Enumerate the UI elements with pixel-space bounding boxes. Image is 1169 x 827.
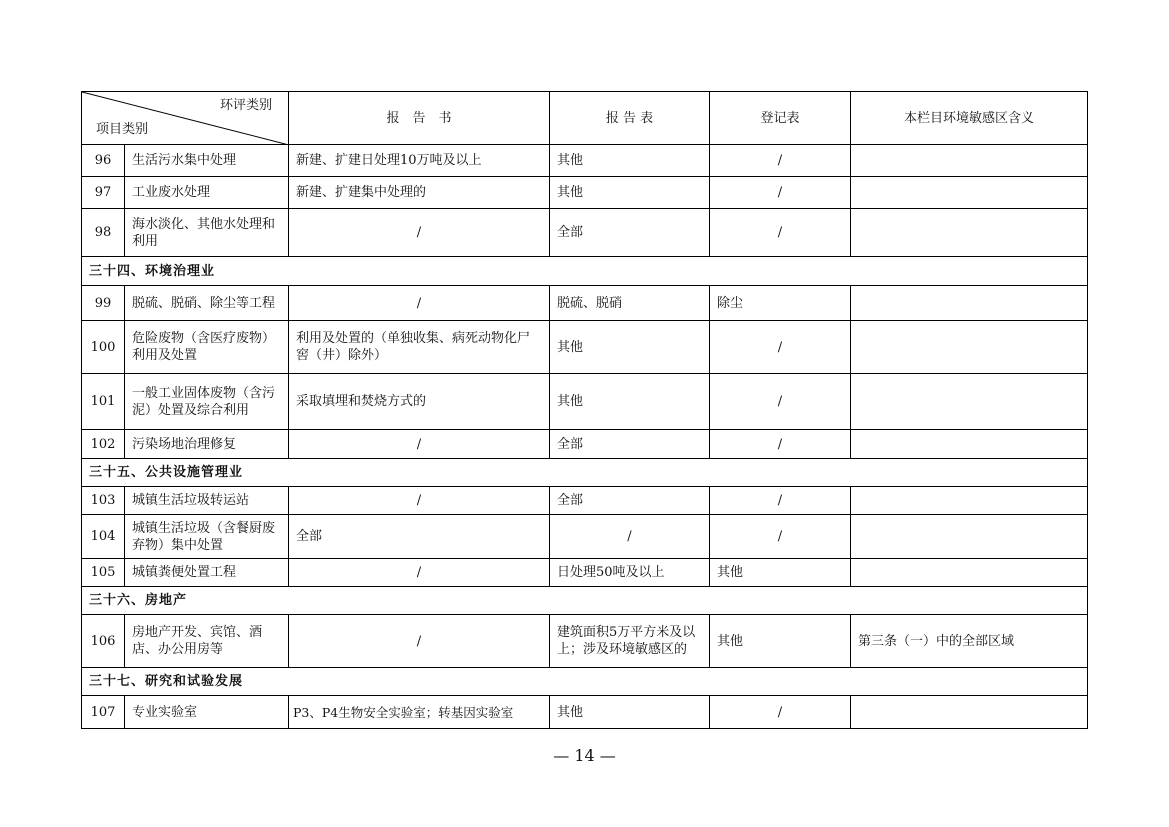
sensitive-area-cell	[851, 209, 1088, 257]
report-book-cell: P3、P4生物安全实验室；转基因实验室	[289, 696, 550, 729]
register-cell: /	[710, 696, 851, 729]
section-heading: 三十四、环境治理业	[82, 257, 1088, 286]
sensitive-area-cell	[851, 321, 1088, 374]
project-category: 城镇生活垃圾转运站	[125, 487, 289, 515]
report-book-cell: 新建、扩建集中处理的	[289, 177, 550, 209]
sensitive-area-cell	[851, 696, 1088, 729]
report-book-cell: 新建、扩建日处理10万吨及以上	[289, 145, 550, 177]
project-category: 专业实验室	[125, 696, 289, 729]
table-row	[82, 559, 1088, 587]
report-form-cell: 其他	[550, 145, 710, 177]
table-row	[82, 615, 1088, 668]
section-heading: 三十六、房地产	[82, 587, 1088, 615]
section-row	[82, 257, 1088, 286]
report-book-cell: 采取填埋和焚烧方式的	[289, 374, 550, 430]
register-cell: 其他	[710, 615, 851, 668]
header-report-book: 报 告 书	[289, 92, 550, 145]
header-register-form: 登记表	[710, 92, 851, 145]
classification-table	[81, 91, 1088, 729]
project-category: 房地产开发、宾馆、酒店、办公用房等	[125, 615, 289, 668]
table-row	[82, 209, 1088, 257]
register-cell: /	[710, 374, 851, 430]
register-cell: /	[710, 321, 851, 374]
report-book-cell: /	[289, 559, 550, 587]
diag-header-bottom-label: 项目类别	[96, 122, 149, 137]
sensitive-area-cell	[851, 430, 1088, 459]
section-heading: 三十五、公共设施管理业	[82, 459, 1088, 487]
project-category: 工业废水处理	[125, 177, 289, 209]
header-report-form: 报 告 表	[550, 92, 710, 145]
register-cell: /	[710, 145, 851, 177]
report-book-cell: /	[289, 615, 550, 668]
register-cell: /	[710, 487, 851, 515]
row-number: 100	[82, 321, 125, 374]
report-form-cell: 全部	[550, 209, 710, 257]
register-cell: /	[710, 209, 851, 257]
row-number: 107	[82, 696, 125, 729]
table-row	[82, 696, 1088, 729]
sensitive-area-cell	[851, 286, 1088, 321]
section-row	[82, 668, 1088, 696]
sensitive-area-cell	[851, 559, 1088, 587]
table-row	[82, 430, 1088, 459]
section-row	[82, 459, 1088, 487]
report-form-cell: 其他	[550, 696, 710, 729]
report-form-cell: 全部	[550, 487, 710, 515]
register-cell: 其他	[710, 559, 851, 587]
table-row	[82, 515, 1088, 559]
project-category: 生活污水集中处理	[125, 145, 289, 177]
table-row	[82, 145, 1088, 177]
section-heading: 三十七、研究和试验发展	[82, 668, 1088, 696]
row-number: 98	[82, 209, 125, 257]
table-row	[82, 487, 1088, 515]
report-form-cell: /	[550, 515, 710, 559]
report-form-cell: 其他	[550, 177, 710, 209]
register-cell: 除尘	[710, 286, 851, 321]
report-form-cell: 其他	[550, 374, 710, 430]
report-form-cell: 脱硫、脱硝	[550, 286, 710, 321]
sensitive-area-cell	[851, 177, 1088, 209]
register-cell: /	[710, 177, 851, 209]
row-number: 104	[82, 515, 125, 559]
diag-header-top-label: 环评类别	[219, 98, 272, 113]
sensitive-area-cell	[851, 145, 1088, 177]
table-row	[82, 374, 1088, 430]
section-row	[82, 587, 1088, 615]
project-category: 脱硫、脱硝、除尘等工程	[125, 286, 289, 321]
sensitive-area-cell	[851, 374, 1088, 430]
row-number: 102	[82, 430, 125, 459]
register-cell: /	[710, 430, 851, 459]
project-category: 危险废物（含医疗废物）利用及处置	[125, 321, 289, 374]
row-number: 96	[82, 145, 125, 177]
report-book-cell: /	[289, 487, 550, 515]
project-category: 城镇粪便处置工程	[125, 559, 289, 587]
sensitive-area-cell	[851, 487, 1088, 515]
report-form-cell: 其他	[550, 321, 710, 374]
project-category: 污染场地治理修复	[125, 430, 289, 459]
sensitive-area-cell: 第三条（一）中的全部区域	[851, 615, 1088, 668]
row-number: 103	[82, 487, 125, 515]
report-book-cell: /	[289, 286, 550, 321]
project-category: 城镇生活垃圾（含餐厨废弃物）集中处置	[125, 515, 289, 559]
row-number: 106	[82, 615, 125, 668]
project-category: 一般工业固体废物（含污泥）处置及综合利用	[125, 374, 289, 430]
report-form-cell: 日处理50吨及以上	[550, 559, 710, 587]
page-number: — 14 —	[553, 746, 616, 765]
table-row	[82, 321, 1088, 374]
register-cell: /	[710, 515, 851, 559]
project-category: 海水淡化、其他水处理和利用	[125, 209, 289, 257]
row-number: 99	[82, 286, 125, 321]
report-book-cell: 利用及处置的（单独收集、病死动物化尸窖（井）除外）	[289, 321, 550, 374]
header-sensitive-area: 本栏目环境敏感区含义	[851, 92, 1088, 145]
report-form-cell: 建筑面积5万平方米及以上；涉及环境敏感区的	[550, 615, 710, 668]
report-book-cell: 全部	[289, 515, 550, 559]
report-book-cell: /	[289, 430, 550, 459]
diagonal-header-cell	[82, 92, 289, 145]
row-number: 97	[82, 177, 125, 209]
row-number: 101	[82, 374, 125, 430]
table-row	[82, 177, 1088, 209]
table-row	[82, 286, 1088, 321]
row-number: 105	[82, 559, 125, 587]
report-book-cell: /	[289, 209, 550, 257]
table-header-row	[82, 92, 1088, 145]
sensitive-area-cell	[851, 515, 1088, 559]
report-form-cell: 全部	[550, 430, 710, 459]
